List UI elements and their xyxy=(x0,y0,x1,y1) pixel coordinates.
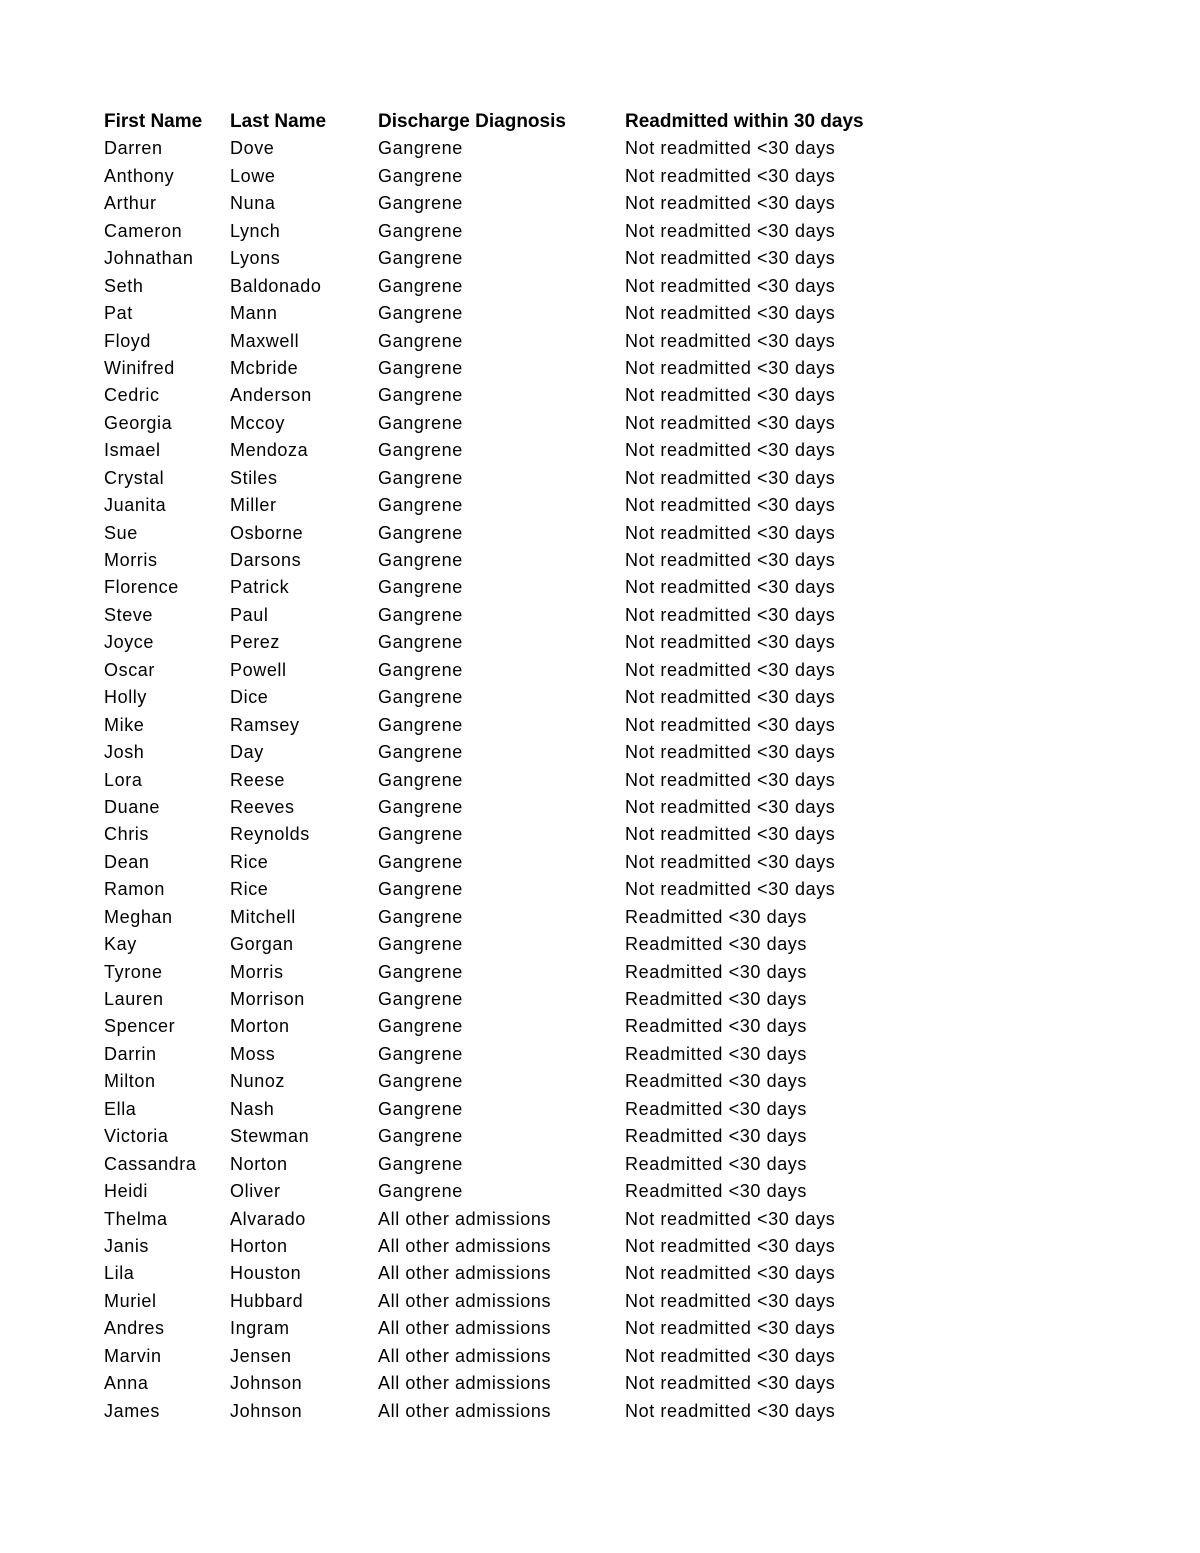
last-name-cell: Darsons xyxy=(230,550,302,570)
readmitted-cell: Not readmitted <30 days xyxy=(625,1208,836,1229)
discharge-diagnosis-cell: Gangrene xyxy=(378,961,463,982)
last-name-cell: Johnson xyxy=(230,1400,303,1421)
first-name-cell: Spencer xyxy=(104,1016,176,1037)
discharge-diagnosis-cell: Gangrene xyxy=(378,604,463,625)
discharge-diagnosis-cell: Gangrene xyxy=(378,1181,463,1202)
readmitted-cell: Not readmitted <30 days xyxy=(625,495,836,516)
first-name-cell: Arthur xyxy=(104,193,157,214)
readmitted-cell: Readmitted <30 days xyxy=(625,1153,808,1174)
first-name-cell: Duane xyxy=(104,796,161,817)
readmitted-cell: Not readmitted <30 days xyxy=(625,330,836,351)
readmitted-cell: Not readmitted <30 days xyxy=(625,357,836,378)
first-name-cell: Chris xyxy=(104,824,150,845)
readmitted-cell: Readmitted <30 days xyxy=(625,1126,808,1147)
discharge-diagnosis-cell: Gangrene xyxy=(378,330,463,351)
discharge-diagnosis-cell: Gangrene xyxy=(378,769,463,790)
readmitted-cell: Not readmitted <30 days xyxy=(625,412,836,433)
last-name-cell: Hubbard xyxy=(230,1290,304,1311)
discharge-diagnosis-cell: Gangrene xyxy=(378,165,463,186)
readmitted-cell: Not readmitted <30 days xyxy=(625,385,836,406)
readmitted-cell: Readmitted <30 days xyxy=(625,1098,808,1119)
discharge-diagnosis-cell: Gangrene xyxy=(378,742,463,763)
readmitted-cell: Not readmitted <30 days xyxy=(625,1318,836,1339)
readmitted-cell: Not readmitted <30 days xyxy=(625,165,836,186)
first-name-cell: Andres xyxy=(104,1318,165,1339)
readmitted-cell: Not readmitted <30 days xyxy=(625,824,836,845)
last-name-cell: Anderson xyxy=(230,385,312,406)
discharge-diagnosis-cell: Gangrene xyxy=(378,412,463,433)
first-name-cell: Milton xyxy=(104,1071,156,1092)
discharge-diagnosis-cell: Gangrene xyxy=(378,138,463,159)
readmitted-cell: Not readmitted <30 days xyxy=(625,1235,836,1256)
last-name-cell: Morton xyxy=(230,1016,290,1037)
first-name-cell: Anthony xyxy=(104,165,175,186)
readmitted-cell: Not readmitted <30 days xyxy=(625,742,836,763)
discharge-diagnosis-cell: Gangrene xyxy=(378,467,463,488)
discharge-diagnosis-cell: Gangrene xyxy=(378,934,463,955)
header-last-name: Last Name xyxy=(230,111,327,132)
first-name-cell: Seth xyxy=(104,275,144,296)
first-name-cell: Joyce xyxy=(104,632,155,653)
first-name-cell: Cedric xyxy=(104,385,160,406)
last-name-cell: Baldonado xyxy=(230,275,322,296)
first-name-cell: Floyd xyxy=(104,330,152,351)
last-name-cell: Patrick xyxy=(230,577,290,598)
first-name-cell: Anna xyxy=(104,1373,149,1394)
last-name-cell: Nunoz xyxy=(230,1071,286,1092)
first-name-cell: Johnathan xyxy=(104,248,194,269)
discharge-diagnosis-cell: Gangrene xyxy=(378,796,463,817)
last-name-cell: Mitchell xyxy=(230,906,296,927)
readmitted-cell: Not readmitted <30 days xyxy=(625,138,836,159)
first-name-cell: Juanita xyxy=(104,495,167,516)
readmitted-cell: Not readmitted <30 days xyxy=(625,1345,836,1366)
discharge-diagnosis-cell: Gangrene xyxy=(378,495,463,516)
readmitted-cell: Not readmitted <30 days xyxy=(625,577,836,598)
readmitted-cell: Readmitted <30 days xyxy=(625,1181,808,1202)
last-name-cell: Houston xyxy=(230,1263,302,1284)
discharge-diagnosis-cell: Gangrene xyxy=(378,1016,463,1037)
last-name-cell: Perez xyxy=(230,632,281,653)
readmitted-cell: Not readmitted <30 days xyxy=(625,467,836,488)
first-name-cell: Darren xyxy=(104,138,163,159)
first-name-cell: Ella xyxy=(104,1098,137,1119)
readmitted-cell: Not readmitted <30 days xyxy=(625,1263,836,1284)
first-name-cell: Oscar xyxy=(104,659,156,680)
readmitted-cell: Not readmitted <30 days xyxy=(625,275,836,296)
discharge-diagnosis-cell: All other admissions xyxy=(378,1263,552,1284)
discharge-diagnosis-cell: Gangrene xyxy=(378,1071,463,1092)
readmitted-cell: Not readmitted <30 days xyxy=(625,687,836,708)
readmitted-cell: Not readmitted <30 days xyxy=(625,1290,836,1311)
readmitted-cell: Not readmitted <30 days xyxy=(625,714,836,735)
readmitted-cell: Readmitted <30 days xyxy=(625,961,808,982)
last-name-cell: Powell xyxy=(230,659,287,680)
discharge-diagnosis-cell: Gangrene xyxy=(378,550,463,570)
last-name-cell: Osborne xyxy=(230,522,304,543)
first-name-cell: Ismael xyxy=(104,440,161,461)
readmitted-cell: Readmitted <30 days xyxy=(625,1071,808,1092)
discharge-diagnosis-cell: Gangrene xyxy=(378,687,463,708)
first-name-cell: Mike xyxy=(104,714,145,735)
last-name-cell: Lowe xyxy=(230,165,276,186)
last-name-cell: Lynch xyxy=(230,220,281,241)
last-name-cell: Stiles xyxy=(230,467,278,488)
last-name-cell: Nuna xyxy=(230,193,276,214)
discharge-diagnosis-cell: Gangrene xyxy=(378,193,463,214)
first-name-cell: Meghan xyxy=(104,906,173,927)
first-name-cell: Heidi xyxy=(104,1181,149,1202)
last-name-cell: Mccoy xyxy=(230,412,286,433)
last-name-cell: Morris xyxy=(230,961,284,982)
readmitted-cell: Readmitted <30 days xyxy=(625,1016,808,1037)
discharge-diagnosis-cell: Gangrene xyxy=(378,1098,463,1119)
discharge-diagnosis-cell: Gangrene xyxy=(378,714,463,735)
first-name-cell: Janis xyxy=(104,1235,150,1256)
first-name-cell: Victoria xyxy=(104,1126,169,1147)
last-name-cell: Ingram xyxy=(230,1318,290,1339)
last-name-cell: Johnson xyxy=(230,1373,303,1394)
first-name-cell: James xyxy=(104,1400,161,1421)
last-name-cell: Alvarado xyxy=(230,1208,306,1229)
discharge-diagnosis-cell: Gangrene xyxy=(378,303,463,324)
discharge-diagnosis-cell: Gangrene xyxy=(378,275,463,296)
first-name-cell: Winifred xyxy=(104,357,175,378)
discharge-diagnosis-cell: Gangrene xyxy=(378,248,463,269)
first-name-cell: Sue xyxy=(104,522,138,543)
last-name-cell: Mann xyxy=(230,303,278,324)
first-name-cell: Marvin xyxy=(104,1345,162,1366)
discharge-diagnosis-cell: Gangrene xyxy=(378,824,463,845)
discharge-diagnosis-cell: Gangrene xyxy=(378,1153,463,1174)
readmitted-cell: Not readmitted <30 days xyxy=(625,440,836,461)
readmitted-cell: Not readmitted <30 days xyxy=(625,193,836,214)
discharge-diagnosis-cell: All other admissions xyxy=(378,1290,552,1311)
header-readmitted: Readmitted within 30 days xyxy=(625,111,864,132)
first-name-cell: Pat xyxy=(104,303,133,324)
last-name-cell: Reeves xyxy=(230,796,295,817)
discharge-diagnosis-cell: Gangrene xyxy=(378,357,463,378)
last-name-cell: Dice xyxy=(230,687,269,708)
first-name-cell: Cassandra xyxy=(104,1153,197,1174)
first-name-cell: Holly xyxy=(104,687,148,708)
discharge-diagnosis-cell: Gangrene xyxy=(378,879,463,900)
last-name-cell: Miller xyxy=(230,495,277,516)
discharge-diagnosis-cell: All other admissions xyxy=(378,1318,552,1339)
readmitted-cell: Not readmitted <30 days xyxy=(625,879,836,900)
readmitted-cell: Not readmitted <30 days xyxy=(625,604,836,625)
discharge-diagnosis-cell: Gangrene xyxy=(378,220,463,241)
last-name-cell: Morrison xyxy=(230,989,305,1009)
last-name-cell: Mcbride xyxy=(230,357,299,378)
discharge-diagnosis-cell: Gangrene xyxy=(378,632,463,653)
readmitted-cell: Not readmitted <30 days xyxy=(625,248,836,269)
first-name-cell: Muriel xyxy=(104,1290,157,1311)
last-name-cell: Maxwell xyxy=(230,330,300,351)
discharge-diagnosis-cell: All other admissions xyxy=(378,1373,552,1394)
readmitted-cell: Readmitted <30 days xyxy=(625,934,808,955)
discharge-diagnosis-cell: Gangrene xyxy=(378,989,463,1009)
last-name-cell: Norton xyxy=(230,1153,288,1174)
readmitted-cell: Readmitted <30 days xyxy=(625,906,808,927)
discharge-diagnosis-cell: All other admissions xyxy=(378,1400,552,1421)
first-name-cell: Florence xyxy=(104,577,179,598)
last-name-cell: Stewman xyxy=(230,1126,310,1147)
readmitted-cell: Readmitted <30 days xyxy=(625,989,808,1009)
discharge-diagnosis-cell: Gangrene xyxy=(378,906,463,927)
first-name-cell: Morris xyxy=(104,550,158,570)
last-name-cell: Rice xyxy=(230,879,269,900)
readmitted-cell: Not readmitted <30 days xyxy=(625,659,836,680)
readmitted-cell: Not readmitted <30 days xyxy=(625,1373,836,1394)
readmitted-cell: Readmitted <30 days xyxy=(625,1043,808,1064)
first-name-cell: Dean xyxy=(104,851,150,872)
last-name-cell: Oliver xyxy=(230,1181,281,1202)
discharge-diagnosis-cell: All other admissions xyxy=(378,1235,552,1256)
readmitted-cell: Not readmitted <30 days xyxy=(625,550,836,570)
last-name-cell: Horton xyxy=(230,1235,288,1256)
last-name-cell: Rice xyxy=(230,851,269,872)
discharge-diagnosis-cell: Gangrene xyxy=(378,440,463,461)
discharge-diagnosis-cell: Gangrene xyxy=(378,385,463,406)
readmitted-cell: Not readmitted <30 days xyxy=(625,769,836,790)
first-name-cell: Josh xyxy=(104,742,145,763)
last-name-cell: Lyons xyxy=(230,248,281,269)
first-name-cell: Lora xyxy=(104,769,143,790)
last-name-cell: Nash xyxy=(230,1098,275,1119)
discharge-diagnosis-cell: Gangrene xyxy=(378,1043,463,1064)
last-name-cell: Ramsey xyxy=(230,714,300,735)
discharge-diagnosis-cell: All other admissions xyxy=(378,1208,552,1229)
readmitted-cell: Not readmitted <30 days xyxy=(625,303,836,324)
first-name-cell: Kay xyxy=(104,934,137,955)
discharge-diagnosis-cell: Gangrene xyxy=(378,522,463,543)
first-name-cell: Thelma xyxy=(104,1208,168,1229)
last-name-cell: Mendoza xyxy=(230,440,309,461)
readmitted-cell: Not readmitted <30 days xyxy=(625,522,836,543)
last-name-cell: Dove xyxy=(230,138,275,159)
last-name-cell: Day xyxy=(230,742,264,763)
first-name-cell: Tyrone xyxy=(104,961,163,982)
discharge-diagnosis-cell: All other admissions xyxy=(378,1345,552,1366)
first-name-cell: Lila xyxy=(104,1263,135,1284)
header-first-name: First Name xyxy=(104,111,203,132)
last-name-cell: Gorgan xyxy=(230,934,294,955)
readmitted-cell: Not readmitted <30 days xyxy=(625,220,836,241)
first-name-cell: Georgia xyxy=(104,412,173,433)
first-name-cell: Lauren xyxy=(104,989,164,1009)
last-name-cell: Jensen xyxy=(230,1345,292,1366)
discharge-diagnosis-cell: Gangrene xyxy=(378,851,463,872)
last-name-cell: Reynolds xyxy=(230,824,310,845)
first-name-cell: Crystal xyxy=(104,467,165,488)
last-name-cell: Paul xyxy=(230,604,269,625)
readmitted-cell: Not readmitted <30 days xyxy=(625,796,836,817)
last-name-cell: Reese xyxy=(230,769,286,790)
discharge-diagnosis-cell: Gangrene xyxy=(378,577,463,598)
readmitted-cell: Not readmitted <30 days xyxy=(625,632,836,653)
first-name-cell: Steve xyxy=(104,604,154,625)
last-name-cell: Moss xyxy=(230,1043,276,1064)
discharge-diagnosis-cell: Gangrene xyxy=(378,659,463,680)
first-name-cell: Darrin xyxy=(104,1043,157,1064)
readmitted-cell: Not readmitted <30 days xyxy=(625,851,836,872)
first-name-cell: Cameron xyxy=(104,220,183,241)
readmitted-cell: Not readmitted <30 days xyxy=(625,1400,836,1421)
discharge-diagnosis-cell: Gangrene xyxy=(378,1126,463,1147)
first-name-cell: Ramon xyxy=(104,879,166,900)
header-discharge-diagnosis: Discharge Diagnosis xyxy=(378,111,566,132)
